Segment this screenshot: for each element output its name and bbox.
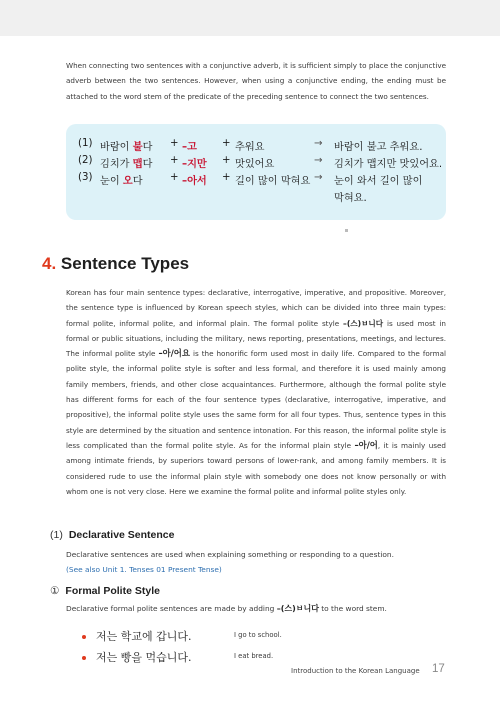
example-number: (2) xyxy=(78,155,93,166)
subsection-heading-declarative xyxy=(50,529,175,541)
desc-text: Declarative formal polite sentences are made by adding xyxy=(66,604,277,613)
subsection-heading-formal-polite xyxy=(50,585,160,597)
subsection-number: (1) xyxy=(50,529,63,541)
arrow-icon: → xyxy=(314,155,323,166)
conjunctive-ending: –고 xyxy=(182,142,197,153)
example-subject: 김치가 xyxy=(100,159,133,170)
section-number: 4. xyxy=(42,254,57,273)
example-da: 다 xyxy=(142,142,153,153)
body-text: is used most in formal or public situations, including the military, news reporting, presentations, meetings, and lectures. The informal polite style xyxy=(66,318,446,359)
top-header-band xyxy=(0,0,500,36)
declarative-description: Declarative sentences are used when explaining something or responding to a question. xyxy=(66,550,394,559)
subsection-title: Declarative Sentence xyxy=(68,529,175,541)
korean-example: 저는 빵을 먹습니다. xyxy=(96,651,192,664)
bullet-icon xyxy=(82,656,86,660)
example-second-clause: 길이 많이 막혀요 xyxy=(235,176,311,187)
example-subject: 눈이 xyxy=(100,176,123,187)
formal-polite-description xyxy=(66,603,387,614)
example-stem: 맵 xyxy=(132,159,143,170)
example-result-continued: 막혀요. xyxy=(334,193,367,204)
example-result: 김치가 맵지만 맛있어요. xyxy=(334,159,443,170)
intro-paragraph: When connecting two sentences with a conjunctive adverb, it is sufficient simply to place the conjunctive adverb between the two sentences. However, when using a conjunctive ending, the ending must be attached to the word stem of the predicate of the preceding sentence to connect the two sentences. xyxy=(66,61,446,101)
conjunctive-ending: –아서 xyxy=(182,176,207,187)
english-translation: I eat bread. xyxy=(234,652,274,660)
page-number: 17 xyxy=(432,663,445,675)
bullet-icon xyxy=(82,635,86,639)
circled-number: ① xyxy=(50,585,60,597)
example-da: 다 xyxy=(142,159,153,170)
desc-text: to the word stem. xyxy=(318,604,387,613)
korean-example: 저는 학교에 갑니다. xyxy=(96,630,192,643)
example-first-clause xyxy=(100,172,143,187)
informal-polite-ending: –아/어요 xyxy=(158,348,190,359)
example-first-clause xyxy=(100,155,152,170)
conjunctive-ending: –지만 xyxy=(182,159,207,170)
small-dot-mark xyxy=(345,229,348,232)
formal-polite-ending: –(스)ㅂ니다 xyxy=(276,604,319,613)
example-stem: 오 xyxy=(122,176,133,187)
example-box xyxy=(66,124,446,220)
plus-sign: + xyxy=(170,155,179,166)
example-da: 다 xyxy=(132,176,143,187)
example-first-clause xyxy=(100,138,152,153)
body-text: , it is mainly used among intimate friends, by superiors toward persons of lower-rank, and among family members. It is considered rude to use the informal plain style with somebody one does not know personally or with whom one is not very close. Here we examine the formal polite and informal polite styles only. xyxy=(66,440,446,496)
body-text: Korean has four main sentence types: declarative, interrogative, imperative, and propositive. Moreover, the sentence type is influenced by Korean speech styles, which can be divided into three main types: formal polite, informal polite, and informal plain. The formal polite style xyxy=(66,288,446,328)
arrow-icon: → xyxy=(314,138,323,149)
arrow-icon: → xyxy=(314,172,323,183)
footer-book-title: Introduction to the Korean Language xyxy=(291,667,420,675)
example-number: (3) xyxy=(78,172,93,183)
example-number: (1) xyxy=(78,138,93,149)
plus-sign: + xyxy=(222,138,231,149)
plus-sign: + xyxy=(170,138,179,149)
sentence-types-paragraph xyxy=(66,285,446,499)
example-result: 눈이 와서 길이 많이 xyxy=(334,176,423,187)
example-stem: 불 xyxy=(132,142,143,153)
example-second-clause: 맛있어요 xyxy=(235,159,275,170)
informal-plain-ending: –아/어 xyxy=(354,439,378,450)
plus-sign: + xyxy=(170,172,179,183)
example-result: 바람이 불고 추워요. xyxy=(334,142,423,153)
english-translation: I go to school. xyxy=(234,631,282,639)
plus-sign: + xyxy=(222,155,231,166)
example-second-clause: 추워요 xyxy=(235,142,265,153)
formal-polite-ending: –(스)ㅂ니다 xyxy=(343,318,384,328)
body-text: is the honorific form used most in daily life. Compared to the formal polite style, the informal polite style is softer and less formal, and therefore it is used mainly among family members, friends, and other close acquaintances. Furthermore, although the formal polite style has different forms for each of the four sentence types (declarative, interrogative, imperative, and propositive), the informal polite style uses the same form for all four types. Thus, sentence types in this style are determined by the situation and sentence intonation. For this reason, the informal polite style is less complicated than the formal polite style. As for the informal plain style xyxy=(66,349,446,450)
subsection-title: Formal Polite Style xyxy=(65,585,160,597)
example-subject: 바람이 xyxy=(100,142,133,153)
plus-sign: + xyxy=(222,172,231,183)
see-also-link[interactable]: (See also Unit 1. Tenses 01 Present Tense) xyxy=(66,565,222,574)
section-heading xyxy=(42,254,189,274)
section-title: Sentence Types xyxy=(60,254,190,273)
